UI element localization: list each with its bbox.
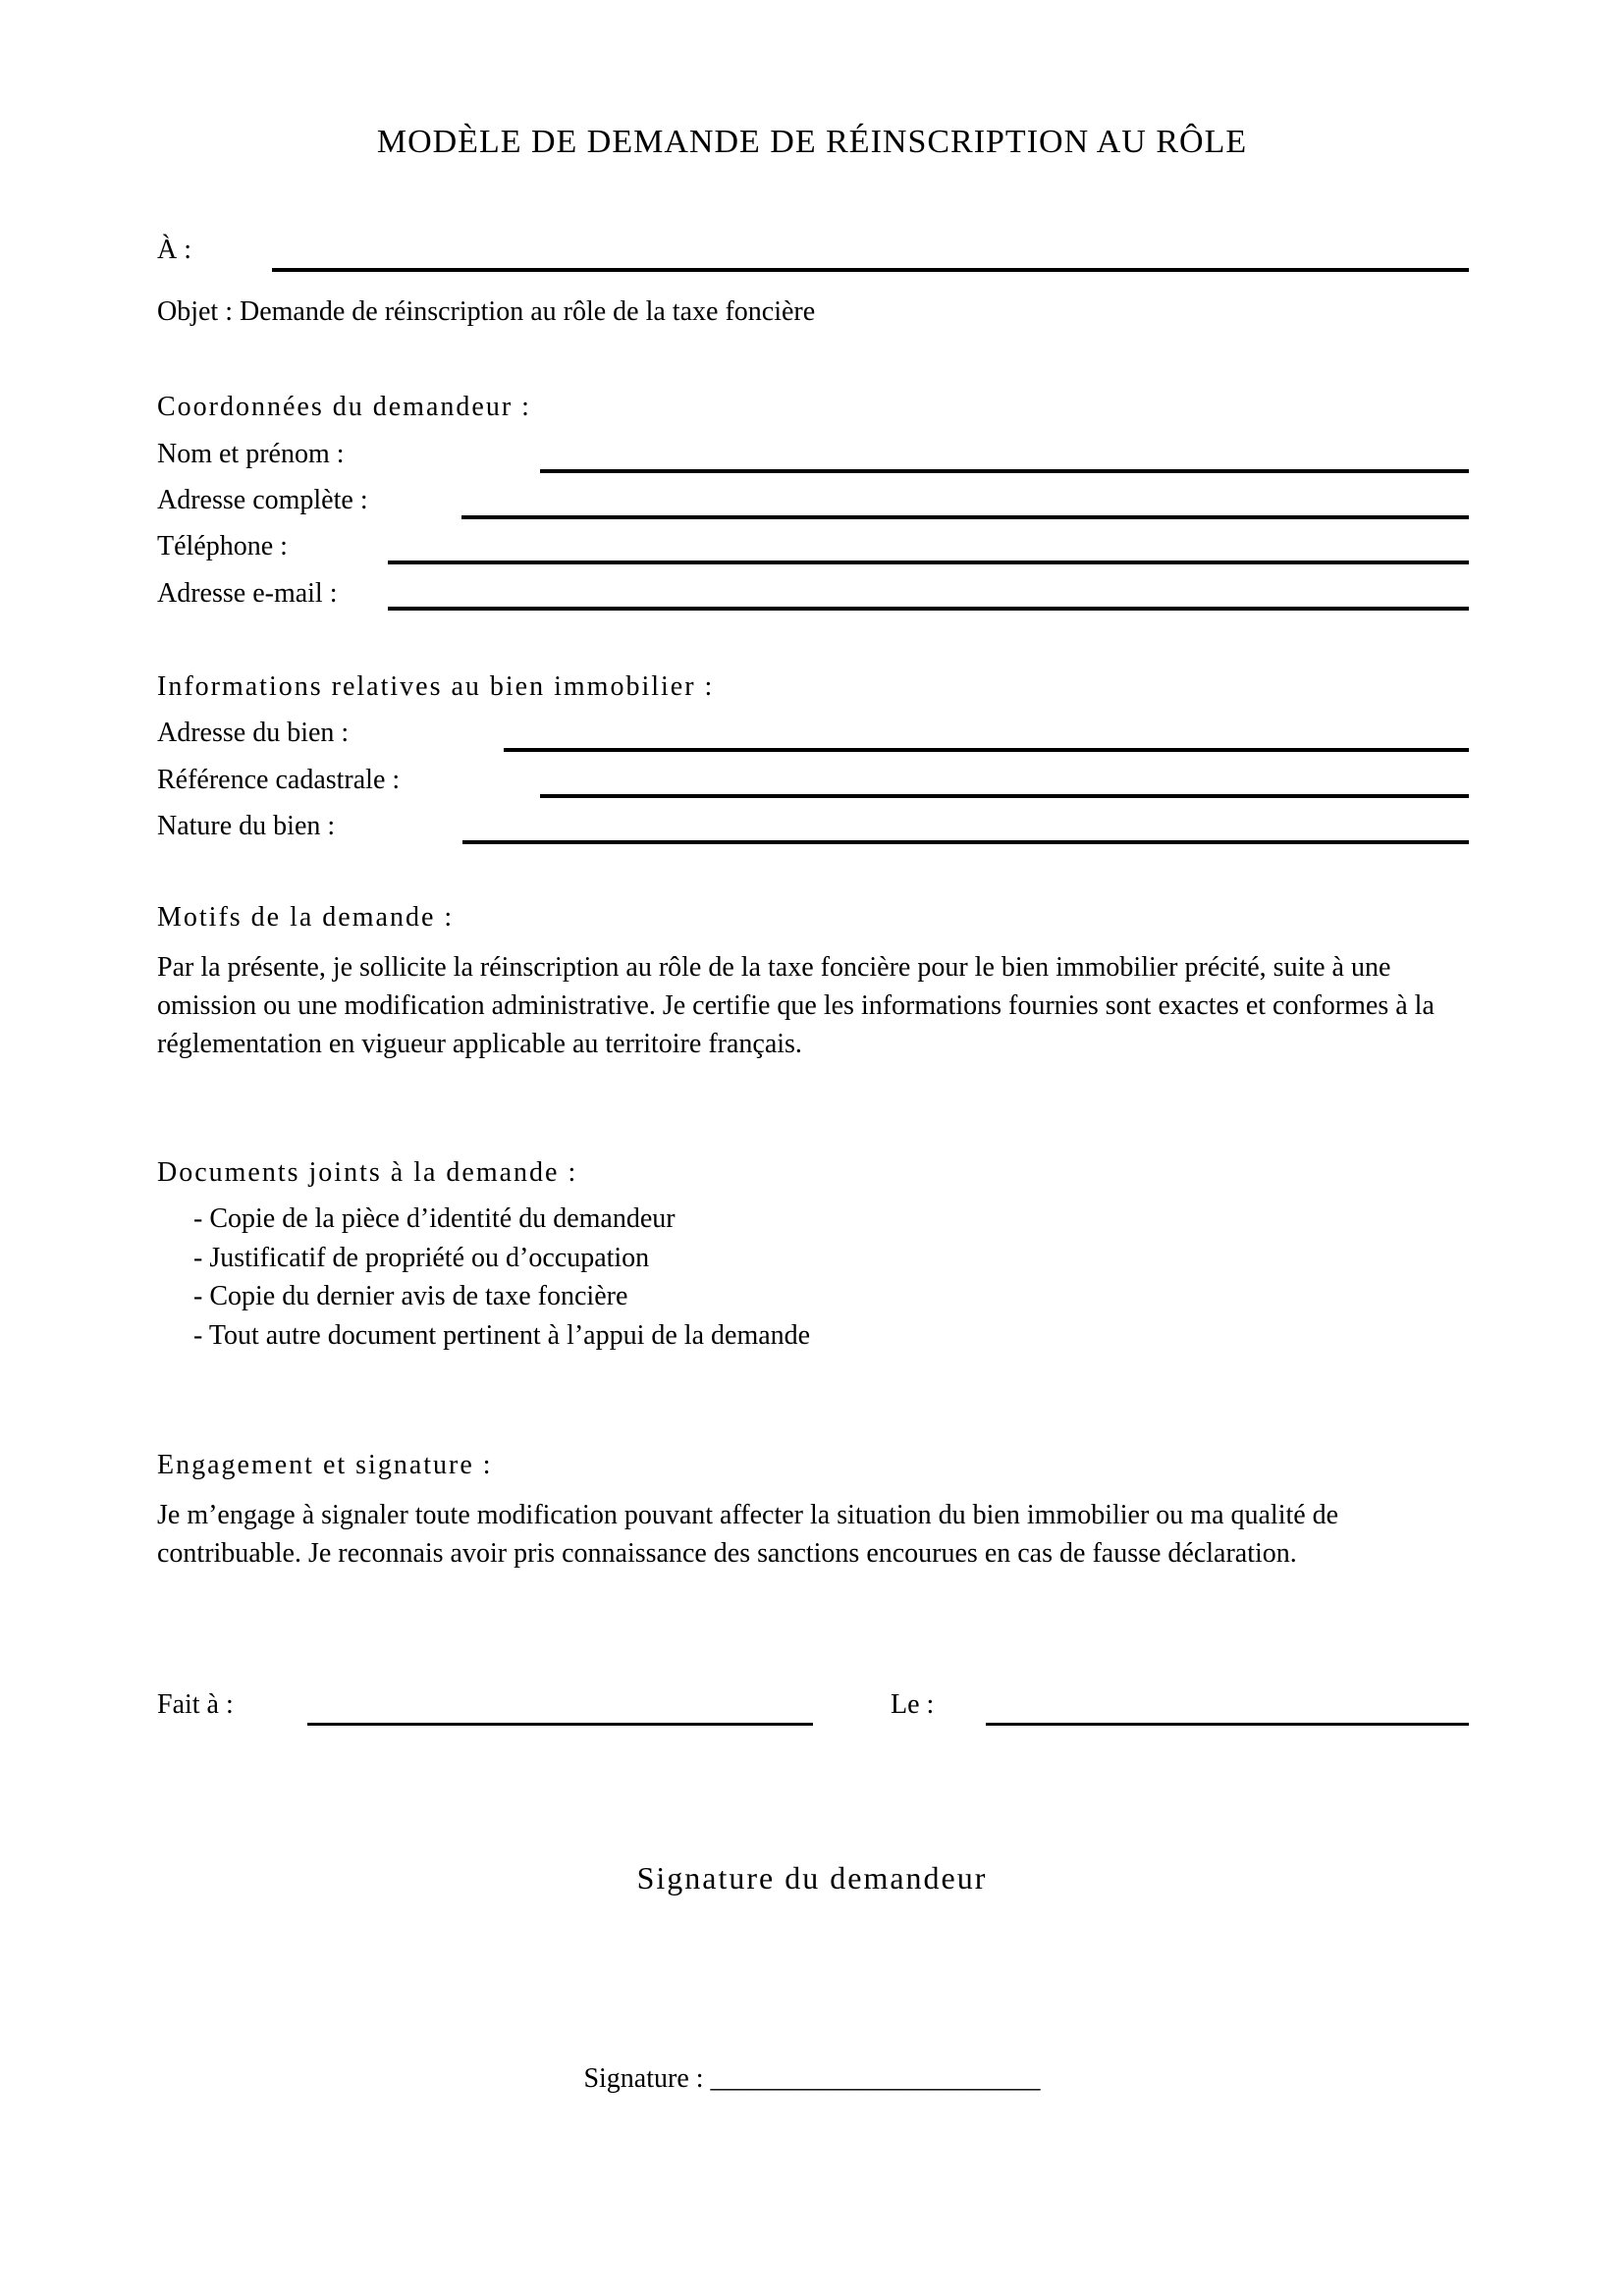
le-blank-line <box>986 1723 1469 1726</box>
field-adresse-bien-label: Adresse du bien : <box>157 718 350 748</box>
section-documents-heading: Documents joints à la demande : <box>157 1157 578 1188</box>
field-adresse-bien-blank-line <box>504 748 1469 752</box>
field-adresse-complete-blank-line <box>461 515 1469 519</box>
signature-block-title: Signature du demandeur <box>636 1860 988 1896</box>
document-item-3: - Copie du dernier avis de taxe foncière <box>193 1281 628 1311</box>
signature-blank-line: ________________________ <box>710 2063 1041 2094</box>
section-bien-heading: Informations relatives au bien immobilier : <box>157 671 715 702</box>
section-engagement-heading: Engagement et signature : <box>157 1450 493 1480</box>
document-title: MODÈLE DE DEMANDE DE RÉINSCRIPTION AU RÔLE <box>376 124 1248 160</box>
field-telephone-label: Téléphone : <box>157 531 288 561</box>
motifs-paragraph-line-3: réglementation en vigueur applicable au territoire français. <box>157 1029 802 1059</box>
field-reference-cadastrale-blank-line <box>540 794 1469 798</box>
engagement-paragraph <box>157 1496 1338 1573</box>
document-item-1: - Copie de la pièce d’identité du demandeur <box>193 1203 676 1234</box>
section-coordonnees-heading: Coordonnées du demandeur : <box>157 392 531 422</box>
le-label: Le : <box>891 1689 935 1720</box>
fait-a-label: Fait à : <box>157 1689 234 1720</box>
field-nom-blank-line <box>540 469 1469 473</box>
motifs-paragraph-line-1: Par la présente, je sollicite la réinscription au rôle de la taxe foncière pour le bien immobilier précité, suite à une <box>157 952 1391 983</box>
recipient-label: À : <box>157 235 191 265</box>
motifs-paragraph-line-2: omission ou une modification administrative. Je certifie que les informations fournies sont exactes et conformes à la <box>157 990 1435 1021</box>
field-nature-bien-label: Nature du bien : <box>157 811 336 841</box>
field-email-blank-line <box>388 607 1469 611</box>
field-telephone-blank-line <box>388 561 1469 564</box>
signature-label: Signature : <box>583 2063 704 2094</box>
field-nature-bien-blank-line <box>462 840 1469 844</box>
fait-a-blank-line <box>307 1723 813 1726</box>
field-email-label: Adresse e-mail : <box>157 578 338 609</box>
document-item-2: - Justificatif de propriété ou d’occupation <box>193 1242 650 1273</box>
signature-row <box>0 2059 1624 2099</box>
section-motifs-heading: Motifs de la demande : <box>157 902 455 933</box>
documents-list <box>193 1200 810 1355</box>
engagement-paragraph-line-2: contribuable. Je reconnais avoir pris connaissance des sanctions encourues en cas de fausse déclaration. <box>157 1538 1297 1569</box>
field-adresse-complete-label: Adresse complète : <box>157 485 368 515</box>
engagement-paragraph-line-1: Je m’engage à signaler toute modification pouvant affecter la situation du bien immobilier ou ma qualité de <box>157 1500 1339 1530</box>
recipient-blank-line <box>272 268 1469 272</box>
motifs-paragraph <box>157 948 1435 1063</box>
objet-line: Objet : Demande de réinscription au rôle de la taxe foncière <box>157 296 816 327</box>
document-item-4: - Tout autre document pertinent à l’appui de la demande <box>193 1319 811 1351</box>
field-nom-label: Nom et prénom : <box>157 439 345 469</box>
field-reference-cadastrale-label: Référence cadastrale : <box>157 765 401 795</box>
